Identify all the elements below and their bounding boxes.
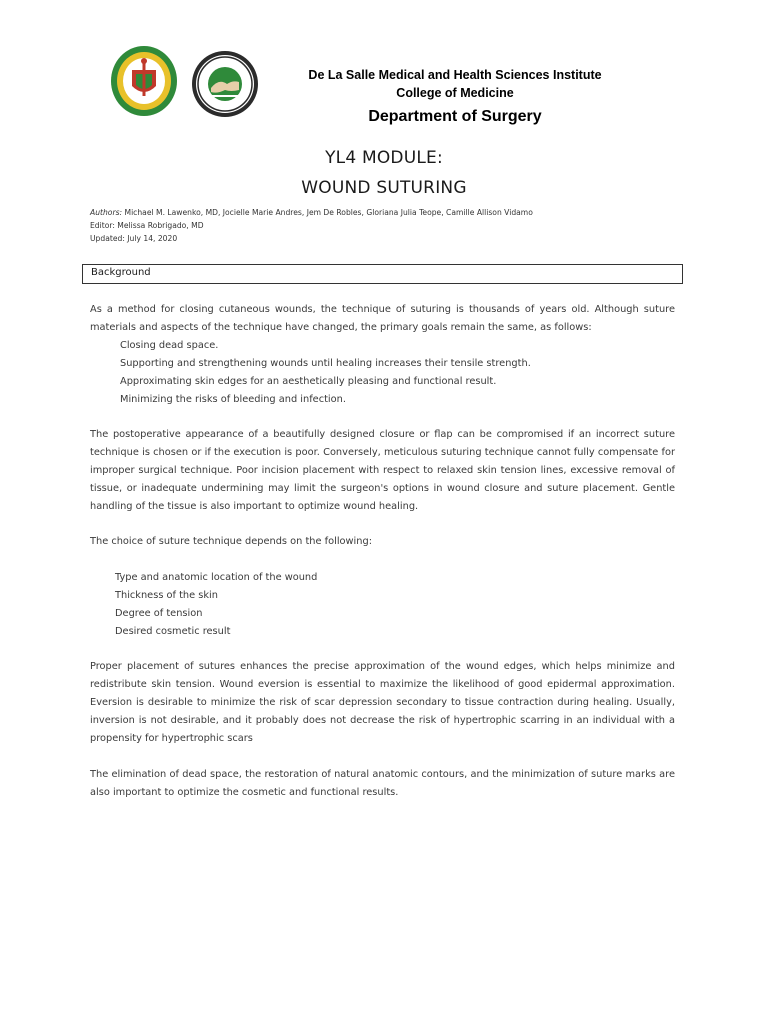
paragraph-4: Proper placement of sutures enhances the precise approximation of the wound edges, which helps minimize and redistribute skin tension. Wound eversion is essential to maximize the likelihood of good epidermal approximation. Eversion is desirable to minimize the risk of scar depression secondary to tissue contraction during healing. Usually, inversion is not desirable, and it probably does not decrease the risk of hypertrophic scarring in an individual with a propensity for hypertrophic scars [90,661,675,744]
college-name: College of Medicine [396,86,514,100]
factors-list [115,569,317,641]
list-item: Degree of tension [115,608,203,619]
list-item: Thickness of the skin [115,590,218,601]
section-header-box [82,264,683,284]
college-seal-logo [110,44,178,118]
list-item: Desired cosmetic result [115,626,231,637]
authors-text: Michael M. Lawenko, MD, Jocielle Marie Andres, Jem De Robles, Gloriana Julia Teope, Camille Allison Vidamo [124,208,533,217]
institution-name: De La Salle Medical and Health Sciences Institute [308,68,602,82]
paragraph-3: The choice of suture technique depends on the following: [90,536,373,547]
editor-line: Editor: Melissa Robrigado, MD [90,221,204,230]
updated-line: Updated: July 14, 2020 [90,234,178,243]
list-item: Supporting and strengthening wounds until healing increases their tensile strength. [120,358,531,369]
list-item: Closing dead space. [120,340,219,351]
section-title: Background [91,267,151,278]
module-title: WOUND SUTURING [301,178,467,198]
document-meta [90,206,533,245]
paragraph-5: The elimination of dead space, the restoration of natural anatomic contours, and the minimization of suture marks are also important to optimize the cosmetic and functional results. [90,769,675,798]
paragraph-1: As a method for closing cutaneous wounds, the technique of suturing is thousands of years old. Although suture materials and aspects of the technique have changed, the primary goals remain the same, as follows: [90,304,675,333]
hospital-seal-logo [191,50,259,118]
goals-list [120,337,531,409]
list-item: Type and anatomic location of the wound [115,572,318,583]
paragraph-2: The postoperative appearance of a beautifully designed closure or flap can be compromised if an incorrect suture technique is chosen or if the execution is poor. Conversely, meticulous suturing technique cannot fully compensate for improper surgical technique. Poor incision placement with respect to relaxed skin tension lines, excessive removal of tissue, or inadequate undermining may limit the surgeon's options in wound closure and suture placement. Gentle handling of the tissue is also important to optimize wound healing. [90,429,675,512]
module-code: YL4 MODULE: [325,148,443,168]
department-name: Department of Surgery [368,108,542,125]
list-item: Minimizing the risks of bleeding and infection. [120,394,346,405]
list-item: Approximating skin edges for an aesthetically pleasing and functional result. [120,376,497,387]
authors-label: Authors: [90,208,123,217]
authors-line [90,206,533,219]
institution-header [270,66,640,130]
